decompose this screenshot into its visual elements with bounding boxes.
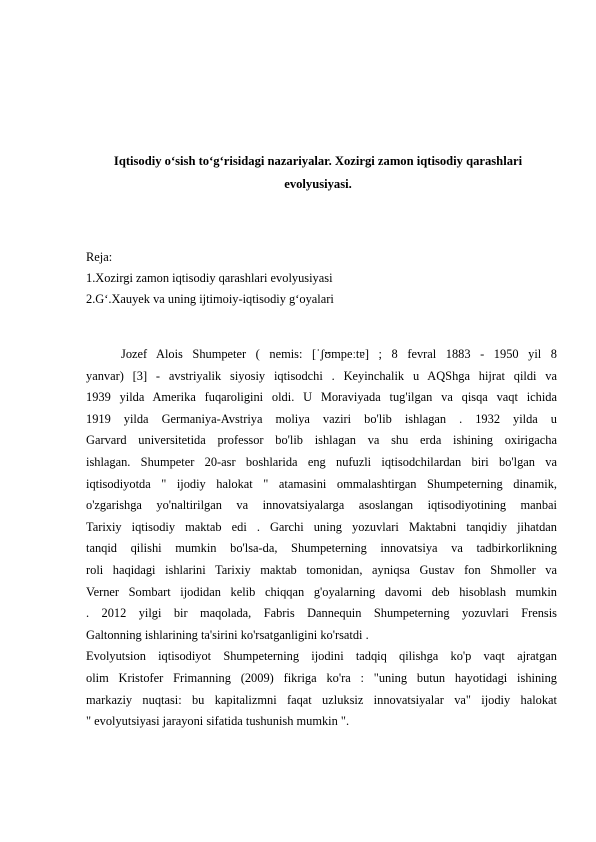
- paragraph-1-line: Jozef Alois Shumpeter ( nemis: [ˈʃʊmpeːtɐ] ; 8 fevral 1883 - 1950 yil 8: [121, 347, 557, 361]
- paragraph-1-line: 1939 yilda Amerika fuqaroligini oldi. U Moraviyada tug'ilgan va qisqa vaqt ichida: [86, 390, 557, 405]
- plan-section: [86, 247, 556, 310]
- paragraph-1-line: roli haqidagi ishlarini Tarixiy maktab tomonidan, ayniqsa Gustav fon Shmoller va: [86, 562, 557, 577]
- document-body: [86, 344, 557, 733]
- document-title: [80, 150, 556, 196]
- paragraph-2-line: markaziy nuqtasi: bu kapitalizmni faqat uzluksiz innovatsiyalar va" ijodiy halokat: [86, 692, 557, 707]
- paragraph-1-line: Tarixiy iqtisodiy maktab edi . Garchi uning yozuvlari Maktabni tanqidiy jihatdan: [86, 519, 557, 534]
- plan-heading: Reja:: [86, 250, 113, 264]
- plan-item-1: 1.Xozirgi zamon iqtisodiy qarashlari evolyusiyasi: [86, 271, 333, 285]
- paragraph-1-line: iqtisodiyotda " ijodiy halokat " atamasini ommalashtirgan Shumpeterning dinamik,: [86, 476, 557, 491]
- paragraph-1-line: Galtonning ishlarining ta'sirini ko'rsatganligini ko'rsatdi .: [86, 627, 369, 642]
- paragraph-2-line: Evolyutsion iqtisodiyot Shumpeterning ijodini tadqiq qilishga ko'p vaqt ajratgan: [86, 649, 557, 664]
- paragraph-1-line: tanqid qilishi mumkin bo'lsa-da, Shumpeterning innovatsiya va tadbirkorlikning: [86, 541, 557, 556]
- paragraph-1-line: . 2012 yilgi bir maqolada, Fabris Dannequin Shumpeterning yozuvlari Frensis: [86, 606, 557, 621]
- paragraph-1-line: ishlagan. Shumpeter 20-asr boshlarida eng nufuzli iqtisodchilardan biri bo'lgan va: [86, 454, 557, 469]
- paragraph-1-line: Verner Sombart ijodidan kelib chiqqan g'oyalarning davomi deb hisoblash mumkin: [86, 584, 557, 599]
- plan-item-2: 2.G‘.Xauyek va uning ijtimoiy-iqtisodiy g‘oyalari: [86, 292, 334, 306]
- paragraph-1-line: Garvard universitetida professor bo'lib ishlagan va shu erda ishining oxirigacha: [86, 433, 557, 448]
- paragraph-2-line: " evolyutsiyasi jarayoni sifatida tushunish mumkin ".: [86, 714, 350, 729]
- title-line-2: evolyusiyasi.: [284, 177, 352, 191]
- paragraph-1-line: 1919 yilda Germaniya-Avstriya moliya vaziri bo'lib ishlagan . 1932 yilda u: [86, 411, 557, 426]
- title-line-1: Iqtisodiy o‘sish to‘g‘risidagi nazariyalar. Xozirgi zamon iqtisodiy qarashlari: [113, 154, 523, 168]
- paragraph-1-line: o'zgarishga yo'naltirilgan va innovatsiyalarga asoslangan iqtisodiyotining manbai: [86, 498, 557, 513]
- paragraph-1-line: yanvar) [3] - avstriyalik siyosiy iqtisodchi . Keyinchalik u AQShga hijrat qildi va: [86, 368, 557, 383]
- paragraph-2-line: olim Kristofer Frimanning (2009) fikriga ko'ra : "uning butun hayotidagi ishining: [86, 670, 557, 685]
